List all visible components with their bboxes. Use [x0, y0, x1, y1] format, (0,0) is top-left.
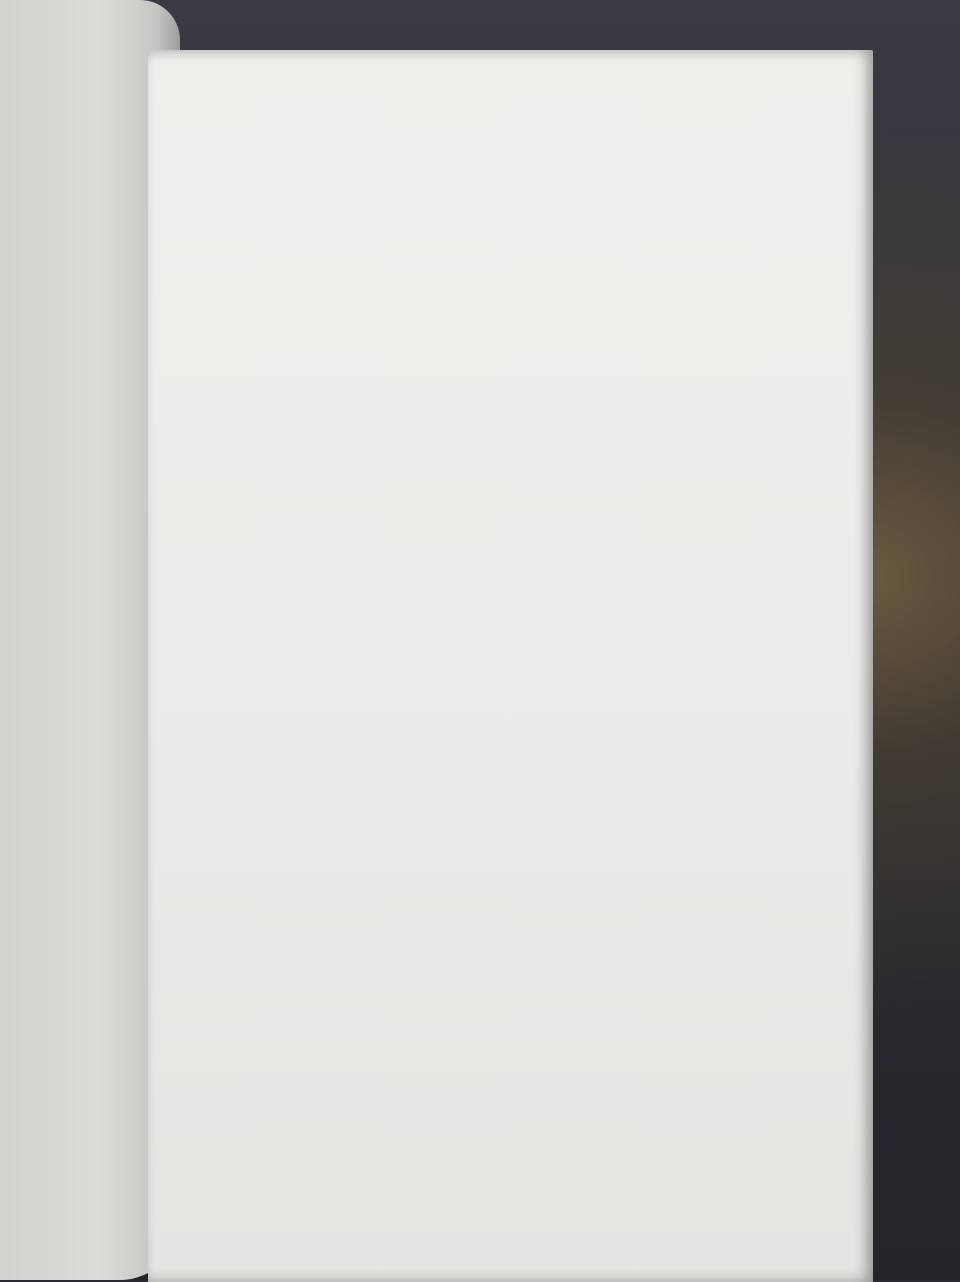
spacer	[212, 248, 792, 268]
table-of-contents	[212, 200, 792, 268]
part-heading	[212, 222, 792, 248]
